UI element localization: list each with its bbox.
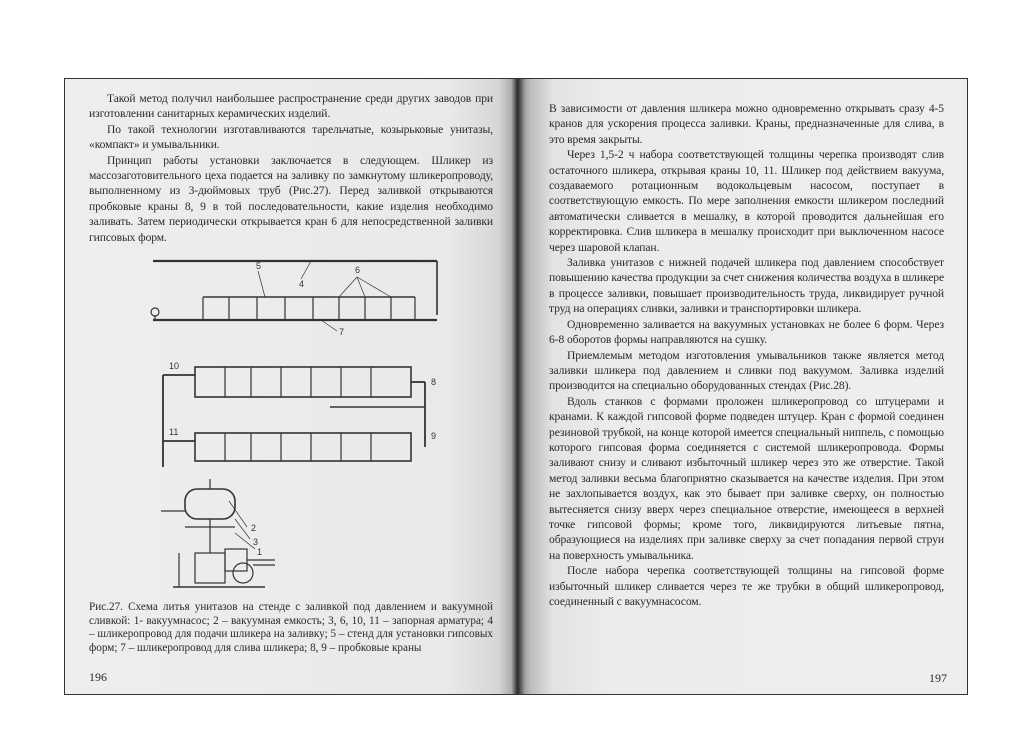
figure-27-diagram [125, 257, 465, 597]
figure-label-4: 4 [299, 279, 305, 289]
figure-label-10: 10 [169, 361, 180, 371]
casting-scheme-svg [125, 257, 465, 597]
right-paragraph-5: Приемлемым методом изготовления умывальников также является метод заливки шликера под давлением и сливки под вакуумом. Заливка изделий производится на специально оборудованных стендах (Рис.28). [549, 348, 944, 393]
left-page [65, 79, 517, 694]
right-paragraph-1: В зависимости от давления шликера можно одновременно открывать сразу 4-5 кранов для ускорения процесса заливки. Краны, предназначенные для слива, в это время закрыты. [549, 102, 944, 146]
figure-label-1: 1 [257, 547, 263, 557]
figure-label-11: 11 [169, 427, 179, 437]
right-paragraph-2: Через 1,5-2 ч набора соответствующей толщины черепка производят слив остаточного шликера, открывая краны 10, 11. Шликер под действием вакуума, создаваемого ротационным водокольцевым насосом, поступает в соответствующую емкость. По мере заполнения емкости шликером последний автоматически сливается в мешалку, в которой проводится дальнейшая его корректировка. Слив шликера в мешалку происходит при выключенном насосе через шаровой клапан. [549, 148, 944, 254]
right-paragraph-3: Заливка унитазов с нижней подачей шликера под давлением способствует повышению качества продукции за счет снижения количества воздуха в шликере в процессе заливки, повышает производительность труда, ликвидирует ручной труд на операциях сливки, заливки и транспортировки шликера. [549, 256, 944, 316]
page-number-left: 196 [89, 670, 107, 684]
figure-label-6: 6 [355, 265, 361, 275]
book-spread-frame [64, 78, 968, 695]
right-page-text [549, 101, 944, 609]
left-page-text [89, 91, 493, 245]
left-paragraph-3: Принцип работы установки заключается в следующем. Шликер из массозаготовительного цеха подается на заливку по замкнутому шликеропроводу, выполненному из 3-дюймовых труб (Рис.27). Перед заливкой открываются пробковые краны 8, 9 в той последовательности, какие изделия необходимо заливать. Затем периодически открывается кран 6 для непосредственной заливки гипсовых форм. [89, 153, 493, 244]
book-gutter [511, 79, 525, 694]
figure-label-5: 5 [256, 261, 262, 271]
figure-label-8: 8 [431, 377, 437, 387]
figure-label-9: 9 [431, 431, 437, 441]
page-number-right: 197 [929, 671, 947, 685]
right-page [517, 79, 968, 694]
right-paragraph-6: Вдоль станков с формами проложен шликеропровод со штуцерами и кранами. К каждой гипсовой форме подведен штуцер. Кран с формой соединен резиновой трубкой, на конце которой имеется специальный ниппель, с помощью которого гипсовая форма соединяется с системой шликеропровода. Формы заливают снизу и сливают избыточный шликер через это же отверстие. Такой метод заливки весьма благоприятно сказывается на качестве изделия. При этом не захлопывается воздух, как это бывает при заливке сверху, он полностью вытесняется снизу вверх через специальное отверстие, имеющееся в верхней точке гипсовой формы; кроме того, ликвидируются литьевые пятна, образующиеся на изделиях при заливке сверху за счет попадания первой струи на поверхность умывальника. [549, 394, 944, 562]
left-paragraph-2: По такой технологии изготавливаются тарельчатые, козырьковые унитазы, «компакт» и умывальники. [89, 122, 493, 152]
right-paragraph-4: Одновременно заливается на вакуумных установках не более 6 форм. Через 6-8 оборотов формы направляются на сушку. [549, 317, 944, 347]
figure-label-7: 7 [339, 327, 345, 337]
figure-label-3: 3 [253, 537, 259, 547]
left-paragraph-1: Такой метод получил наибольшее распространение среди других заводов при изготовлении санитарных керамических изделий. [89, 92, 493, 121]
figure-label-2: 2 [251, 523, 257, 533]
right-paragraph-7: После набора черепка соответствующей толщины на гипсовой форме избыточный шликер сливается через те же трубки в общий шликеропровод, соединенный с вакуумнасосом. [549, 564, 944, 608]
figure-caption: Рис.27. Схема литья унитазов на стенде с заливкой под давлением и вакуумной сливкой: 1- вакуумнасос; 2 – вакуумная емкость; 3, 6, 10, 11 – запорная арматура; 4 – шликеропровод для подачи шликера на заливку; 5 – стенд для установки гипсовых форм; 7 – шликеропровод для слива шликера; 8, 9 – пробковые краны [89, 601, 493, 654]
